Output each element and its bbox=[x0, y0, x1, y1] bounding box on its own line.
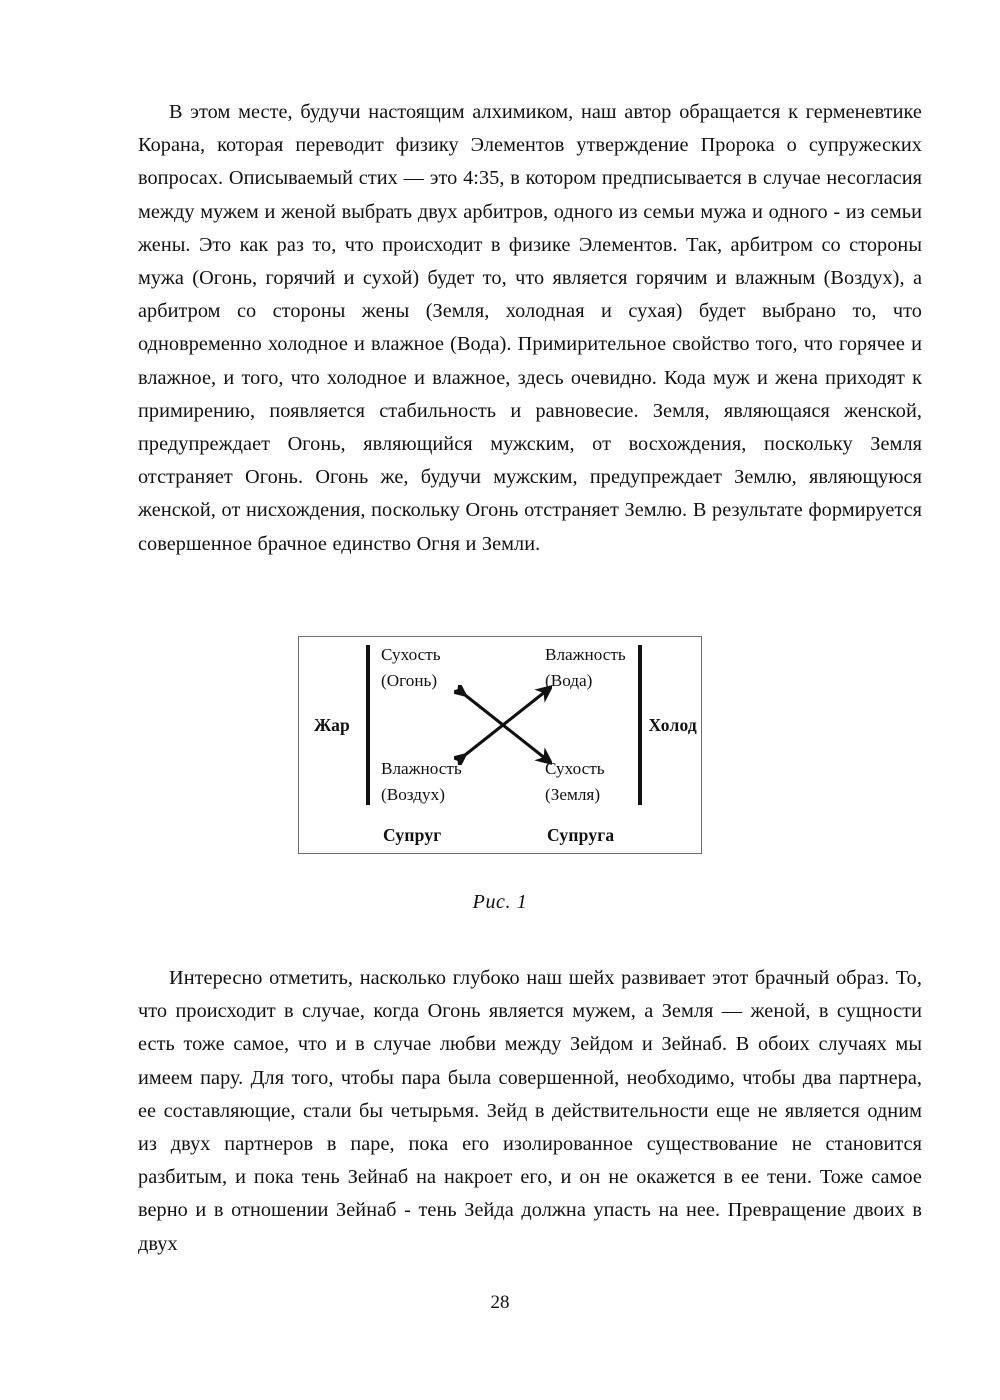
figure-label-cold: Холод bbox=[648, 715, 697, 735]
figure-quadrant-bottom-left bbox=[381, 756, 462, 808]
page-number: 28 bbox=[490, 1292, 510, 1313]
cold-side-divider-bar bbox=[638, 645, 642, 805]
figure-1 bbox=[0, 636, 1000, 913]
figure-label-wife: Супруга bbox=[547, 825, 615, 845]
quadrant-tl-line1: Сухость bbox=[381, 645, 441, 664]
quadrant-br-line2: (Земля) bbox=[545, 785, 601, 804]
quadrant-bl-line2: (Воздух) bbox=[381, 785, 445, 804]
figure-label-husband: Супруг bbox=[383, 825, 442, 845]
crossed-double-arrows-icon bbox=[454, 685, 552, 765]
figure-frame bbox=[298, 636, 702, 854]
hot-side-divider-bar bbox=[366, 645, 370, 805]
quadrant-tl-line2: (Огонь) bbox=[381, 671, 438, 690]
body-paragraph: Интересно отметить, насколько глубоко наш шейх развивает этот брачный образ. То, что происходит в случае, когда Огонь является мужем, а Земля — женой, в сущности есть тоже самое, что и в случае любви между Зейдом и Зейнаб. В обоих случаях мы имеем пару. Для того, чтобы пара была совершенной, необходимо, чтобы два партнера, ее составляющие, стали бы четырьмя. Зейд в действительности еще не является одним из двух партнеров в паре, пока его изолированное существование не становится разбитым, и пока тень Зейнаб на накроет его, и он не окажется в ее тени. Тоже самое верно и в отношении Зейнаб - тень Зейда должна упасть на нее. Превращение двоих в двух bbox=[138, 967, 922, 1255]
figure-quadrant-top-right bbox=[545, 642, 626, 694]
paragraph-2-block bbox=[138, 962, 922, 1261]
paragraph-1-block bbox=[138, 96, 922, 561]
body-paragraph: В этом месте, будучи настоящим алхимиком, наш автор обращается к герменевтике Корана, которая переводит физику Элементов утверждение Пророка о супружеских вопросах. Описываемый стих — это 4:35, в котором предписывается в случае несогласия между мужем и женой выбрать двух арбитров, одного из семьи мужа и одного - из семьи жены. Это как раз то, что происходит в физике Элементов. Так, арбитром со стороны мужа (Огонь, горячий и сухой) будет то, что является горячим и влажным (Воздух), а арбитром со стороны жены (Земля, холодная и сухая) будет выбрано то, что одновременно холодное и влажное (Вода). Примирительное свойство того, что горячее и влажное, и того, что холодное и влажное, здесь очевидно. Кода муж и жена приходят к примирению, появляется стабильность и равновесие. Земля, являющаяся женской, предупреждает Огонь, являющийся мужским, от восхождения, поскольку Земля отстраняет Огонь. Огонь же, будучи мужским, предупреждает Землю, являющуюся женской, от нисхождения, поскольку Огонь отстраняет Землю. В результате формируется совершенное брачное единство Огня и Земли. bbox=[138, 101, 922, 555]
figure-quadrant-top-left bbox=[381, 642, 441, 694]
figure-quadrant-bottom-right bbox=[545, 756, 605, 808]
figure-caption: Рис. 1 bbox=[472, 891, 528, 913]
quadrant-br-line1: Сухость bbox=[545, 759, 605, 778]
figure-label-hot: Жар bbox=[314, 715, 350, 735]
quadrant-tr-line2: (Вода) bbox=[545, 671, 593, 690]
quadrant-bl-line1: Влажность bbox=[381, 759, 462, 778]
quadrant-tr-line1: Влажность bbox=[545, 645, 626, 664]
